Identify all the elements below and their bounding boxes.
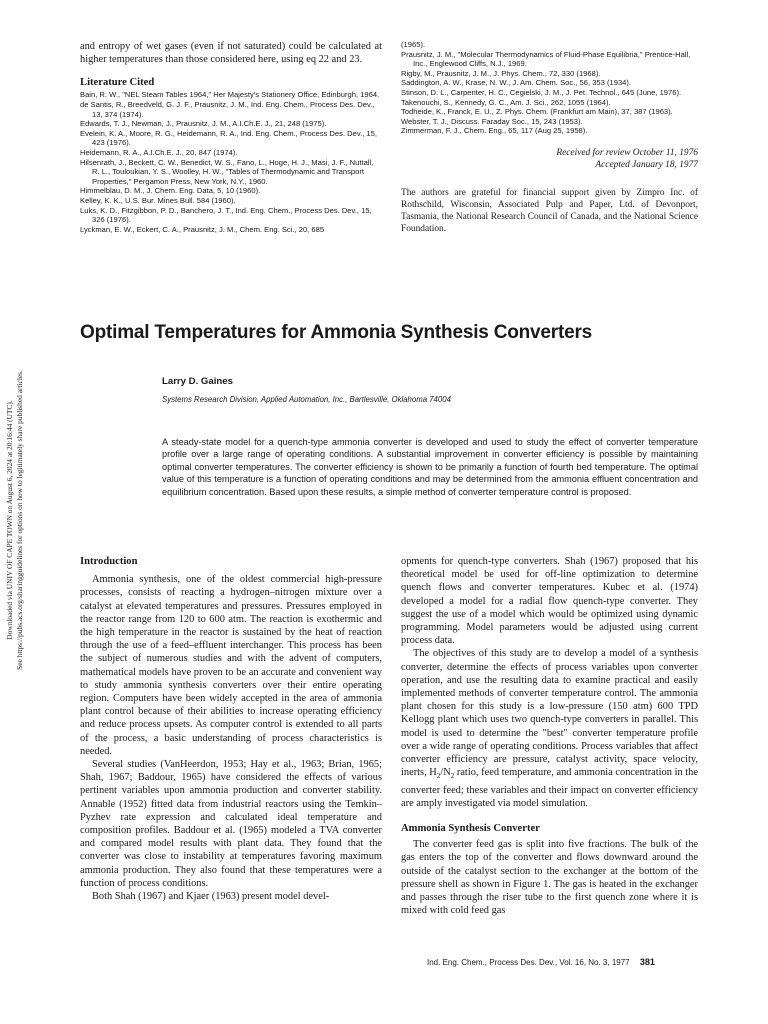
reference-item: (1965).: [401, 40, 426, 49]
page-number: 381: [639, 957, 655, 967]
reference-item: Webster, T. J., Discuss. Faraday Soc., 15, 243 (1953).: [401, 116, 583, 126]
received-date: Received for review October 11, 1976: [556, 147, 698, 158]
download-notice-line2: See https://pubs.acs.org/sharingguidelines for options on how to legitimately share published articles.: [15, 370, 24, 670]
article-title: Optimal Temperatures for Ammonia Synthesis Converters: [80, 322, 593, 343]
page-footer: [427, 957, 698, 967]
reference-item: Luks, K. D., Fitzgibbon, P. D., Banchero, J. T., Ind. Eng. Chem., Process Des. Dev., 15, 326 (1976).: [80, 205, 372, 225]
download-notice-line1: Downloaded via UNIV OF CAPE TOWN on August 6, 2024 at 20:16:44 (UTC).: [5, 400, 14, 640]
reference-item: Prausnitz, J. M., "Molecular Thermodynamics of Fluid-Phase Equilibria," Prentice-Hall, Inc., Englewood Cliffs, N.J., 1969.: [401, 49, 691, 69]
top-left-column: [80, 40, 382, 234]
body-paragraph: opments for quench-type converters. Shah (1967) proposed that his theoretical model be used for off-line optimization to determine quench flows and converter temperatures. Kubec et al. (1974) developed a model for a radial flow quench-type converter. They suggest the use of a model which would be optimized using dynamic programming. Model parameters would be adjusted using current process data.: [401, 556, 698, 647]
review-dates: [401, 147, 698, 171]
reference-item: Bain, R. W., "NEL Steam Tables 1964," Her Majesty's Stationery Office, Edinburgh, 1964.: [80, 90, 380, 100]
reference-item: Hilsenrath, J., Beckett, C. W., Benedict, W. S., Fano, L., Hoge, H. J., Masi, J. F., Nuttall, R. L., Touloukian, Y. S., Woolley, H. W., "Tables of Thermodynamic and Transport Properties," Pergamon Press, New York, N.Y., 1960.: [80, 157, 374, 186]
reference-item: Lyckman, E. W., Eckert, C. A., Prausnitz, J. M., Chem. Eng. Sci., 20, 685: [80, 224, 325, 234]
reference-list-right: [401, 40, 698, 136]
reference-item: Saddington, A. W., Krase, N. W., J. Am. Chem. Soc., 56, 353 (1934).: [401, 78, 632, 88]
journal-citation: Ind. Eng. Chem., Process Des. Dev., Vol. 16, No. 3, 1977: [427, 958, 630, 967]
section-heading: Ammonia Synthesis Converter: [401, 822, 540, 834]
reference-item: Zimmerman, F. J., Chem. Eng., 65, 117 (Aug 25, 1958).: [401, 126, 588, 136]
author-name: Larry D. Gaines: [162, 376, 233, 387]
reference-item: Heidemann, R. A., A.I.Ch.E. J., 20, 847 (1974).: [80, 147, 238, 157]
reference-item: Todheide, K., Franck, E. U., Z. Phys. Chem. (Frankfurt am Main), 37, 387 (1963).: [401, 107, 673, 117]
reference-item: Edwards, T. J., Newman, J., Prausnitz, J. M., A.I.Ch.E. J., 21, 248 (1975).: [80, 119, 327, 129]
body-paragraph: The objectives of this study are to develop a model of a synthesis converter, determine the effects of process variables upon converter operation, and use the resulting data to examine practical and easily implemented methods of converter temperature control. The ammonia plant chosen for this study is a low-pressure (150 atm) 600 TPD Kellogg plant which uses two quench-type converters in parallel. This model is used to determine the "best" converter temperature profile over a wide range of operating conditions. Process variables that affect converter efficiency are pressure, catalyst activity, space velocity, inerts, $H_2/N_2$ ratio, feed temperature, and ammonia concentration in the converter feed; these variables and their impact on converter efficiency are amply investigated via model simulation.: [401, 648, 698, 809]
author-affiliation: Systems Research Division, Applied Automation, Inc., Bartlesville, Oklahoma 74004: [162, 395, 451, 404]
abstract: A steady-state model for a quench-type ammonia converter is developed and used to study the effect of converter temperature profile over a large range of operating conditions. A substantial improvement in converter efficiency is possible by maintaining optimal converter temperatures. The converter efficiency is shown to be primarily a function of fourth bed temperature. The optimal value of this temperature is a function of operating conditions and may be determined from the ammonia effluent concentration and equilibrium concentration. Based upon these results, a simple method of converter temperature control is proposed.: [162, 437, 698, 497]
introduction-column: [80, 555, 382, 903]
download-notice: [0, 280, 30, 760]
body-paragraph: Ammonia synthesis, one of the oldest commercial high-pressure processes, consists of reacting a hydrogen–nitrogen mixture over a catalyst at elevated temperatures and pressures. Pressures employed in the reactor range from 120 to 600 atm. The reaction is exothermic and the high temperature in the reactor is sustained by the heat of reaction through the use of a feed–effluent interchanger. This process has been the subject of numerous studies and with the advent of computers, mathematical models have proven to be an accurate and convenient way to study ammonia synthesis converters over their entire operating region. Computers have been widely accepted in the area of ammonia plant control because of their abilities to increase operating efficiency and reduce process upsets. As computer control is extended to all parts of the process, a basic understanding of process characteristics is needed.: [80, 574, 382, 757]
body-paragraph: The converter feed gas is split into five fractions. The bulk of the gas enters the top of the converter and flows downward around the outside of the catalyst section to the exchanger at the bottom of the pressure shell as shown in Figure 1. The gas is heated in the exchanger and passes through the riser tube to the first quench zone where it is mixed with cold feed gas: [401, 839, 698, 917]
reference-item: Stinson, D. L., Carpenter, H. C., Cegielski, J. M., J. Pet. Technol., 645 (June, 1976).: [401, 87, 682, 97]
top-right-column: [401, 40, 698, 244]
literature-cited-heading: Literature Cited: [80, 77, 155, 89]
reference-item: Evelein, K. A., Moore, R. G., Heidemann, R. A., Ind. Eng. Chem., Process Des. Dev., 15, 423 (1976).: [80, 128, 377, 148]
body-paragraph: Several studies (VanHeerdon, 1953; Hay et al., 1963; Brian, 1965; Shah, 1967; Baddour, 1965) have considered the effects of various pertinent variables upon ammonia production and converter stability. Annable (1952) fitted data from industrial reactors using the Temkin–Pyzhev rate expression and calculated ideal temperature and composition profiles. Baddour et al. (1965) modeled a TVA converter and compared model results with plant data. They found that the converter was close to instability at temperatures favoring maximum ammonia production. They also found that these temperatures were a function of process conditions.: [80, 759, 382, 889]
reference-item: de Santis, R., Breedveld, G. J. F., Prausnitz, J. M., Ind. Eng. Chem., Process Des. Dev., 13, 374 (1974).: [80, 100, 375, 119]
introduction-heading: Introduction: [80, 556, 138, 567]
previous-article-continuation: and entropy of wet gases (even if not saturated) could be calculated at higher temperatures than those considered here, using eq 22 and 23.: [80, 41, 382, 66]
reference-item: Rigby, M., Prausnitz, J. M., J. Phys. Chem., 72, 330 (1968).: [401, 68, 601, 78]
reference-item: Himmelblau, D. M., J. Chem. Eng. Data, 5, 10 (1960).: [80, 186, 261, 196]
accepted-date: Accepted January 18, 1977: [595, 159, 698, 170]
reference-list-left: [80, 90, 382, 234]
reference-item: Takenouchi, S., Kennedy, G. C., Am. J. Sci., 262, 1055 (1964).: [401, 97, 611, 107]
acknowledgment: The authors are grateful for financial support given by Zimpro Inc. of Rothschild, Wisconsin, Associated Pulp and Paper, Ltd. of Devonport, Tasmania, the National Research Council of Canada, and the National Science Foundation.: [401, 187, 698, 234]
body-paragraph: Both Shah (1967) and Kjaer (1963) present model devel-: [92, 891, 330, 903]
reference-item: Kelley, K. K., U.S. Bur. Mines Bull. 584 (1960).: [80, 195, 236, 205]
right-body-column: [401, 555, 698, 917]
